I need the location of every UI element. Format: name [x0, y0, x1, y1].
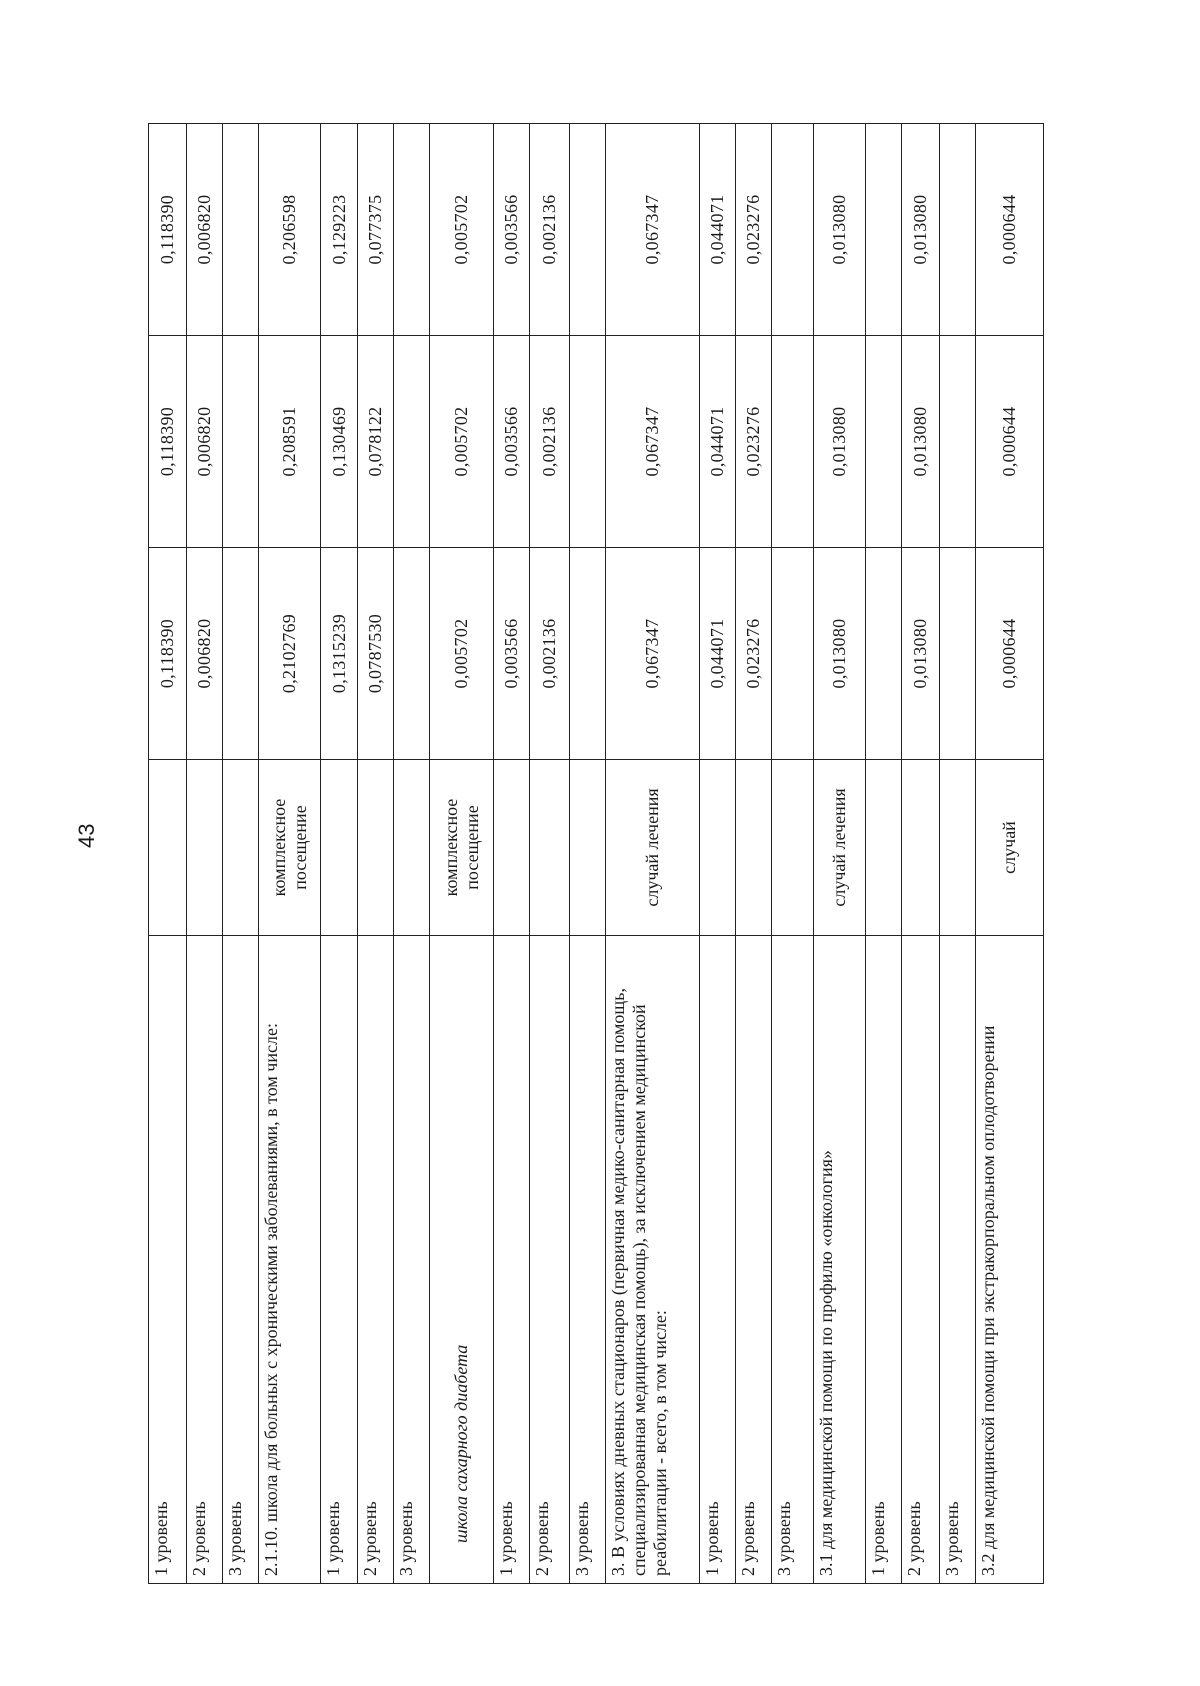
row-value-1: 0,067347	[606, 548, 700, 760]
row-label: 2 уровень	[736, 936, 772, 1584]
row-value-1: 0,000644	[976, 548, 1044, 760]
row-value-3: 0,077375	[358, 124, 394, 336]
row-value-1: 0,118390	[149, 548, 187, 760]
row-unit	[940, 760, 976, 936]
row-label: 3 уровень	[772, 936, 814, 1584]
row-value-1	[223, 548, 259, 760]
row-value-1: 0,0787530	[358, 548, 394, 760]
row-value-2: 0,003566	[494, 336, 530, 548]
row-unit	[570, 760, 606, 936]
row-value-2: 0,006820	[187, 336, 223, 548]
row-value-1	[866, 548, 902, 760]
row-value-3: 0,013080	[902, 124, 940, 336]
row-value-2: 0,005702	[430, 336, 494, 548]
row-value-3	[223, 124, 259, 336]
row-unit	[358, 760, 394, 936]
row-value-3	[940, 124, 976, 336]
table-row	[430, 124, 494, 1584]
row-unit	[902, 760, 940, 936]
row-value-1	[940, 548, 976, 760]
row-value-2: 0,023276	[736, 336, 772, 548]
row-value-3	[772, 124, 814, 336]
table-row	[940, 124, 976, 1584]
table-row	[358, 124, 394, 1584]
row-unit	[866, 760, 902, 936]
row-value-3: 0,013080	[814, 124, 866, 336]
row-value-1: 0,002136	[530, 548, 570, 760]
row-value-1: 0,005702	[430, 548, 494, 760]
table-row	[530, 124, 570, 1584]
table-row	[494, 124, 530, 1584]
row-label: школа сахарного диабета	[430, 936, 494, 1584]
row-value-3: 0,006820	[187, 124, 223, 336]
row-label: 1 уровень	[321, 936, 358, 1584]
row-unit	[187, 760, 223, 936]
row-unit: комплексное посещение	[430, 760, 494, 936]
row-value-2	[223, 336, 259, 548]
row-value-1: 0,044071	[700, 548, 736, 760]
row-label: 1 уровень	[494, 936, 530, 1584]
table-row	[321, 124, 358, 1584]
table-row	[866, 124, 902, 1584]
row-label: 3 уровень	[940, 936, 976, 1584]
row-value-3: 0,129223	[321, 124, 358, 336]
row-value-1: 0,013080	[814, 548, 866, 760]
data-table	[148, 123, 1044, 1584]
row-value-2	[772, 336, 814, 548]
row-value-3: 0,002136	[530, 124, 570, 336]
row-label: 2 уровень	[530, 936, 570, 1584]
row-value-2: 0,044071	[700, 336, 736, 548]
row-value-2	[866, 336, 902, 548]
row-value-2	[570, 336, 606, 548]
row-value-3: 0,000644	[976, 124, 1044, 336]
row-value-3	[866, 124, 902, 336]
row-unit: случай лечения	[606, 760, 700, 936]
row-value-1	[772, 548, 814, 760]
row-value-3	[394, 124, 430, 336]
row-value-1: 0,2102769	[259, 548, 321, 760]
row-label: 3 уровень	[223, 936, 259, 1584]
table-row	[814, 124, 866, 1584]
row-label: 3.1 для медицинской помощи по профилю «онкология»	[814, 936, 866, 1584]
table-row	[187, 124, 223, 1584]
row-unit	[700, 760, 736, 936]
row-label: 2 уровень	[902, 936, 940, 1584]
row-label: 2 уровень	[187, 936, 223, 1584]
table-row	[772, 124, 814, 1584]
row-value-3: 0,206598	[259, 124, 321, 336]
row-unit	[394, 760, 430, 936]
table-row	[736, 124, 772, 1584]
row-label: 3.2 для медицинской помощи при экстракорпоральном оплодотворении	[976, 936, 1044, 1584]
table-row	[606, 124, 700, 1584]
table-row	[902, 124, 940, 1584]
row-value-1: 0,1315239	[321, 548, 358, 760]
row-value-1	[394, 548, 430, 760]
table-row	[976, 124, 1044, 1584]
row-unit	[149, 760, 187, 936]
row-value-1: 0,003566	[494, 548, 530, 760]
row-unit	[321, 760, 358, 936]
row-value-1: 0,013080	[902, 548, 940, 760]
row-value-2: 0,067347	[606, 336, 700, 548]
table-row	[700, 124, 736, 1584]
table-row	[570, 124, 606, 1584]
page-number: 43	[74, 823, 99, 848]
row-value-2: 0,208591	[259, 336, 321, 548]
row-value-2: 0,130469	[321, 336, 358, 548]
row-value-3	[570, 124, 606, 336]
row-label: 2 уровень	[358, 936, 394, 1584]
row-value-3: 0,023276	[736, 124, 772, 336]
row-value-3: 0,005702	[430, 124, 494, 336]
row-value-1	[570, 548, 606, 760]
row-value-2: 0,002136	[530, 336, 570, 548]
row-value-2: 0,000644	[976, 336, 1044, 548]
row-value-2: 0,118390	[149, 336, 187, 548]
row-value-3: 0,067347	[606, 124, 700, 336]
row-value-3: 0,044071	[700, 124, 736, 336]
table-row	[259, 124, 321, 1584]
row-unit: комплексное посещение	[259, 760, 321, 936]
row-value-2: 0,013080	[902, 336, 940, 548]
row-unit: случай лечения	[814, 760, 866, 936]
row-label: 1 уровень	[866, 936, 902, 1584]
row-value-1: 0,023276	[736, 548, 772, 760]
row-value-2	[394, 336, 430, 548]
table-row	[149, 124, 187, 1584]
row-value-3: 0,118390	[149, 124, 187, 336]
row-unit	[772, 760, 814, 936]
row-label: 3 уровень	[394, 936, 430, 1584]
table-row	[394, 124, 430, 1584]
row-unit	[494, 760, 530, 936]
row-label: 1 уровень	[700, 936, 736, 1584]
row-label: 3. В условиях дневных стационаров (первичная медико-санитарная помощь, специализированная медицинская помощь), за исключением медицинской реабилитации - всего, в том числе:	[606, 936, 700, 1584]
table-row	[223, 124, 259, 1584]
row-value-1: 0,006820	[187, 548, 223, 760]
row-label: 2.1.10. школа для больных с хроническими заболеваниями, в том числе:	[259, 936, 321, 1584]
row-unit	[223, 760, 259, 936]
row-label: 3 уровень	[570, 936, 606, 1584]
row-label: 1 уровень	[149, 936, 187, 1584]
row-value-2	[940, 336, 976, 548]
row-unit	[530, 760, 570, 936]
row-value-2: 0,013080	[814, 336, 866, 548]
rotated-table-container	[148, 124, 1066, 1584]
row-unit: случай	[976, 760, 1044, 936]
row-unit	[736, 760, 772, 936]
row-value-3: 0,003566	[494, 124, 530, 336]
row-value-2: 0,078122	[358, 336, 394, 548]
